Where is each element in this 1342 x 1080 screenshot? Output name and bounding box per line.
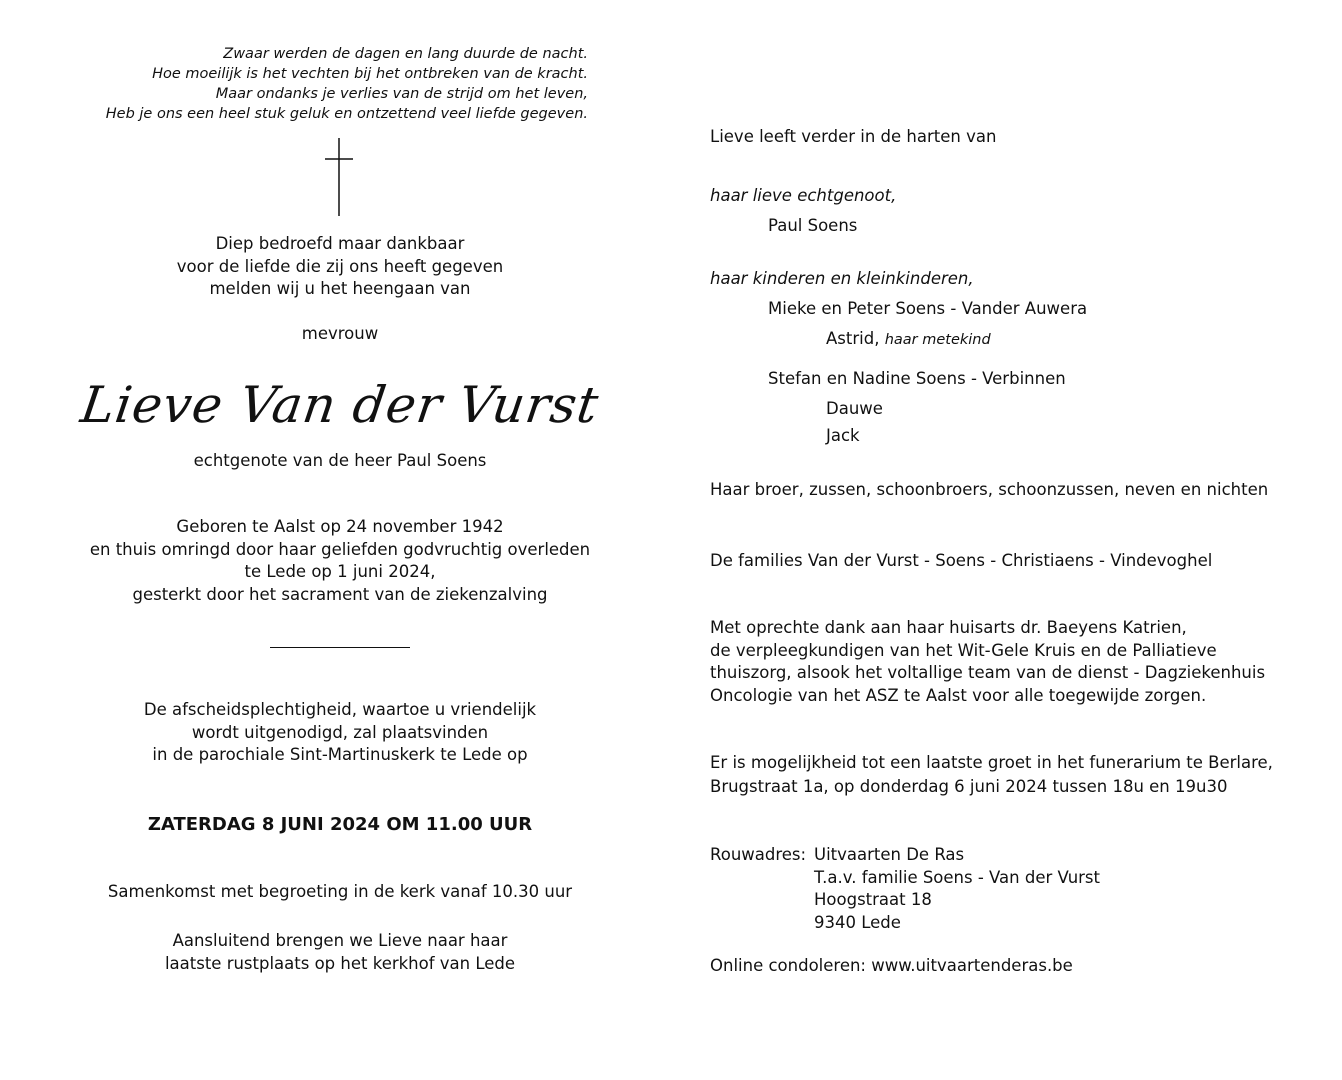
ceremony-intro-line: wordt uitgenodigd, zal plaatsvinden — [191, 722, 489, 742]
gathering-info: Samenkomst met begroeting in de kerk vanaf 10.30 uur — [107, 882, 573, 901]
address-street: Hoogstraat 18 — [814, 890, 932, 909]
address-city: 9340 Lede — [814, 912, 901, 932]
thanks-line: Oncologie van het ASZ te Aalst voor alle toegewijde zorgen. — [710, 685, 1207, 705]
address-block — [814, 844, 1100, 934]
spouse-line: echtgenote van de heer Paul Soens — [193, 451, 487, 470]
thanks-line: de verpleegkundigen van het Wit-Gele Kruis en de Palliatieve — [710, 640, 1217, 660]
poem-line: Maar ondanks je verlies van de strijd om het leven, — [215, 86, 588, 102]
ceremony-intro-line: De afscheidsplechtigheid, waartoe u vriendelijk — [143, 700, 537, 719]
family-2-child: Dauwe — [826, 399, 883, 418]
birth-death-line: Geboren te Aalst op 24 november 1942 — [176, 517, 504, 536]
birth-death-line: te Lede op 1 juni 2024, — [244, 562, 436, 581]
visitation-line: Er is mogelijkheid tot een laatste groet in het funerarium te Berlare, — [710, 753, 1273, 772]
latin-cross-icon — [324, 138, 354, 218]
address-label: Rouwadres: — [710, 845, 807, 864]
family-1-child — [826, 328, 991, 352]
visitation-line: Brugstraat 1a, op donderdag 6 juni 2024 tussen 18u en 19u30 — [710, 777, 1228, 796]
deceased-name: Lieve Van der Vurst — [77, 376, 603, 434]
announcement — [40, 233, 640, 301]
address-attn: T.a.v. familie Soens - Van der Vurst — [814, 867, 1101, 887]
burial-info — [40, 930, 640, 975]
poem-line: Hoe moeilijk is het vechten bij het ontbreken van de kracht. — [152, 66, 588, 82]
ceremony-intro — [40, 699, 640, 767]
family-1: Mieke en Peter Soens - Vander Auwera — [768, 299, 1088, 318]
thanks-line: thuiszorg, alsook het voltallige team van de dienst - Dagziekenhuis — [710, 663, 1266, 682]
burial-line: laatste rustplaats op het kerkhof van Lede — [164, 953, 516, 973]
address-company: Uitvaarten De Ras — [814, 845, 965, 864]
birth-death-line: gesterkt door het sacrament van de ziekenzalving — [132, 584, 548, 604]
birth-death-line: en thuis omringd door haar geliefden godvruchtig overleden — [89, 539, 591, 559]
honorific: mevrouw — [301, 324, 379, 343]
divider-line — [270, 647, 410, 648]
children-label: haar kinderen en kleinkinderen, — [710, 269, 974, 288]
poem-line: Heb je ons een heel stuk geluk en ontzettend veel liefde gegeven. — [105, 106, 588, 122]
poem — [40, 44, 588, 124]
announcement-line: Diep bedroefd maar dankbaar — [215, 234, 465, 253]
visitation-info — [710, 751, 1273, 799]
announcement-line: voor de liefde die zij ons heeft gegeven — [176, 256, 504, 276]
spouse-label: haar lieve echtgenoot, — [710, 186, 897, 205]
thanks-paragraph — [710, 617, 1265, 707]
family-2: Stefan en Nadine Soens - Verbinnen — [768, 369, 1066, 388]
thanks-line: Met oprechte dank aan haar huisarts dr. Baeyens Katrien, — [710, 618, 1187, 637]
poem-line: Zwaar werden de dagen en lang duurde de nacht. — [223, 46, 588, 62]
online-condolence — [710, 955, 1073, 978]
ceremony-intro-line: in de parochiale Sint-Martinuskerk te Lede op — [152, 745, 528, 764]
families-line: De families Van der Vurst - Soens - Christiaens - Vindevoghel — [710, 551, 1213, 570]
grandchild-note: haar metekind — [884, 332, 991, 348]
condolence-link[interactable]: www.uitvaartenderas.be — [871, 956, 1073, 975]
birth-death-info — [40, 516, 640, 606]
grandchild-name: Astrid, — [826, 329, 880, 348]
spouse-name: Paul Soens — [768, 216, 858, 235]
announcement-line: melden wij u het heengaan van — [209, 279, 471, 298]
burial-line: Aansluitend brengen we Lieve naar haar — [172, 931, 508, 950]
mourners-intro: Lieve leeft verder in de harten van — [710, 127, 997, 146]
online-label: Online condoleren: — [710, 956, 866, 975]
family-2-child: Jack — [826, 426, 860, 445]
siblings-line: Haar broer, zussen, schoonbroers, schoonzussen, neven en nichten — [710, 480, 1269, 499]
ceremony-datetime: ZATERDAG 8 JUNI 2024 OM 11.00 UUR — [147, 814, 533, 835]
